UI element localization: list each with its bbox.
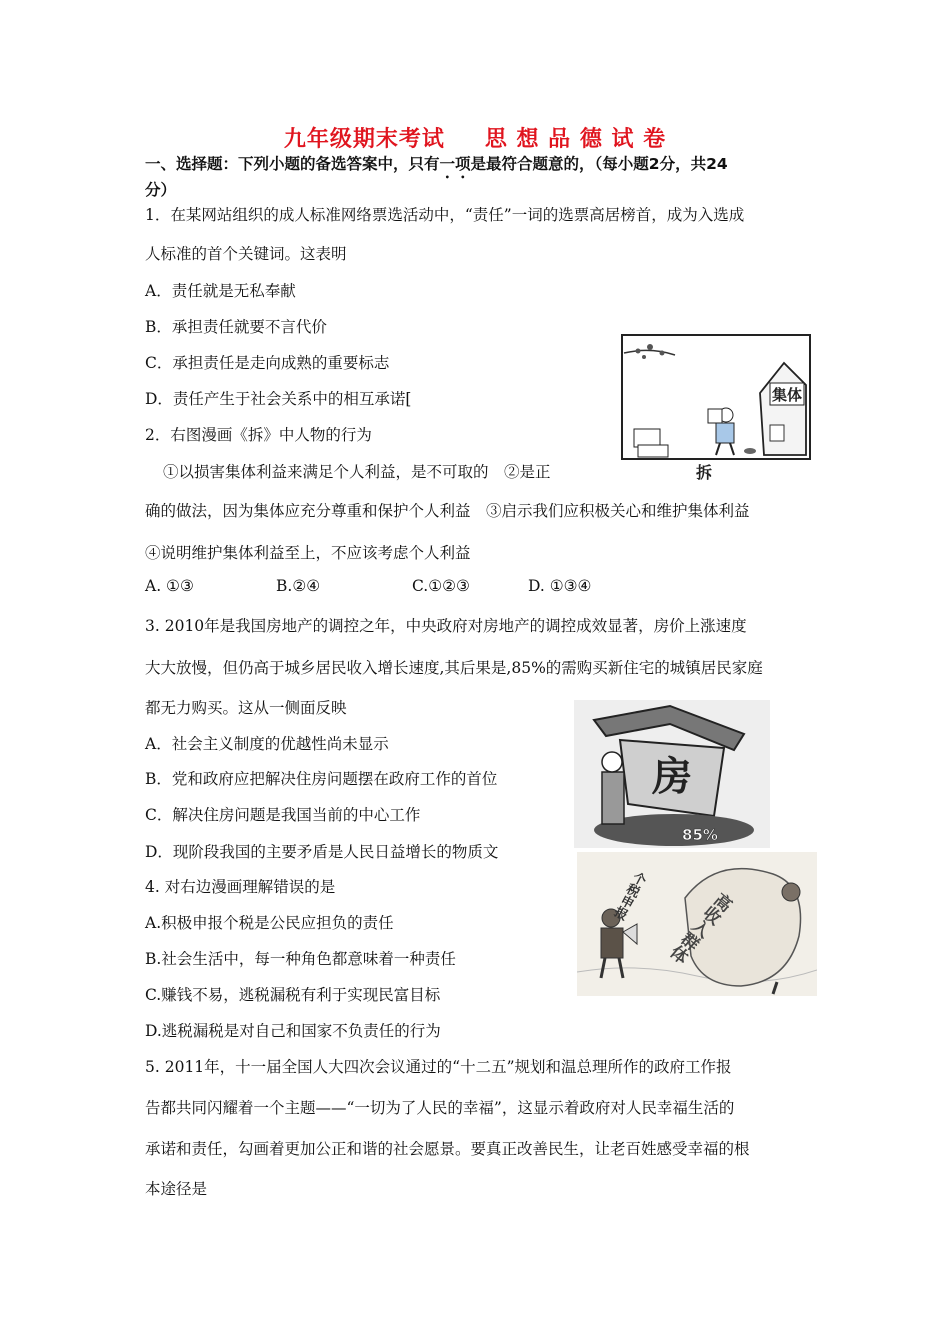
section-heading: 一、选择题：下列小题的备选答案中，只有一项是最符合题意的，（每小题2分，共24 xyxy=(145,155,728,173)
q3-stem: 3. 2010年是我国房地产的调控之年，中央政府对房地产的调控成效显著，房价上涨速度 xyxy=(145,617,747,635)
section-heading-cont: 分） xyxy=(145,181,177,199)
percent-label: 85% xyxy=(682,826,718,844)
q1-option-d: D．责任产生于社会关系中的相互承诺[ xyxy=(145,390,412,408)
housing-cartoon-drawing xyxy=(574,700,770,848)
q2-statement-2: 确的做法，因为集体应充分尊重和保护个人利益 ③启示我们应积极关心和维护集体利益 xyxy=(145,502,750,520)
q4-option-c: C.赚钱不易，逃税漏税有利于实现民富目标 xyxy=(145,986,441,1004)
housing-cartoon xyxy=(574,700,770,848)
q1-option-c: C．承担责任是走向成熟的重要标志 xyxy=(145,354,390,372)
q1-stem-cont: 人标准的首个关键词。这表明 xyxy=(145,245,347,263)
q5-stem-cont3: 本途径是 xyxy=(145,1180,208,1198)
exam-title-grade: 九年级期末考试 xyxy=(283,127,445,152)
q3-option-c: C．解决住房问题是我国当前的中心工作 xyxy=(145,806,421,824)
high-income-group-text: 高收入群体 xyxy=(664,887,735,966)
tax-cartoon xyxy=(577,852,817,996)
q3-option-a: A．社会主义制度的优越性尚未显示 xyxy=(145,735,389,753)
emphasis-dots: 一项 xyxy=(439,155,471,173)
house-character: 房 xyxy=(652,754,692,800)
demolition-cartoon xyxy=(620,333,812,483)
q4-option-d: D.逃税漏税是对自己和国家不负责任的行为 xyxy=(145,1022,441,1040)
demolition-cartoon-drawing xyxy=(620,333,812,483)
tax-cartoon-drawing xyxy=(577,852,817,996)
q2-statement-1: ①以损害集体利益来满足个人利益，是不可取的 ②是正 xyxy=(163,463,551,481)
collective-sign-text: 集体 xyxy=(771,386,803,404)
q2-option-c: C.①②③ xyxy=(412,577,470,595)
q1-option-a: A．责任就是无私奉献 xyxy=(145,282,296,300)
q3-option-d: D．现阶段我国的主要矛盾是人民日益增长的物质文 xyxy=(145,843,499,861)
q1-option-b: B．承担责任就要不言代价 xyxy=(145,318,327,336)
q3-stem-cont2: 都无力购买。这从一侧面反映 xyxy=(145,699,347,717)
exam-title-subject: 思 想 品 德 试 卷 xyxy=(484,127,667,152)
q2-option-b: B.②④ xyxy=(276,577,321,595)
q2-statement-4: ④说明维护集体利益至上，不应该考虑个人利益 xyxy=(145,544,471,562)
q4-option-a: A.积极申报个税是公民应担负的责任 xyxy=(145,914,394,932)
q2-option-d: D. ①③④ xyxy=(528,577,592,595)
q5-stem-cont2: 承诺和责任，勾画着更加公正和谐的社会愿景。要真正改善民生，让老百姓感受幸福的根 xyxy=(145,1140,750,1158)
tax-shout-text: 个税申报 xyxy=(609,868,648,922)
q1-stem: 1．在某网站组织的成人标准网络票选活动中，“责任”一词的选票高居榜首，成为入选成 xyxy=(145,206,745,224)
q2-stem: 2．右图漫画《拆》中人物的行为 xyxy=(145,426,372,444)
q5-stem: 5. 2011年，十一届全国人大四次会议通过的“十二五”规划和温总理所作的政府工作报 xyxy=(145,1058,732,1076)
q2-option-a: A. ①③ xyxy=(145,577,194,595)
q3-stem-cont: 大大放慢，但仍高于城乡居民收入增长速度,其后果是,85%的需购买新住宅的城镇居民家庭 xyxy=(145,659,763,677)
exam-title xyxy=(0,122,950,153)
q4-stem: 4. 对右边漫画理解错误的是 xyxy=(145,878,336,896)
q4-option-b: B.社会生活中，每一种角色都意味着一种责任 xyxy=(145,950,456,968)
q5-stem-cont: 告都共同闪耀着一个主题——“一切为了人民的幸福”，这显示着政府对人民幸福生活的 xyxy=(145,1099,735,1117)
demolition-caption: 拆 xyxy=(695,463,713,482)
q3-option-b: B．党和政府应把解决住房问题摆在政府工作的首位 xyxy=(145,770,498,788)
